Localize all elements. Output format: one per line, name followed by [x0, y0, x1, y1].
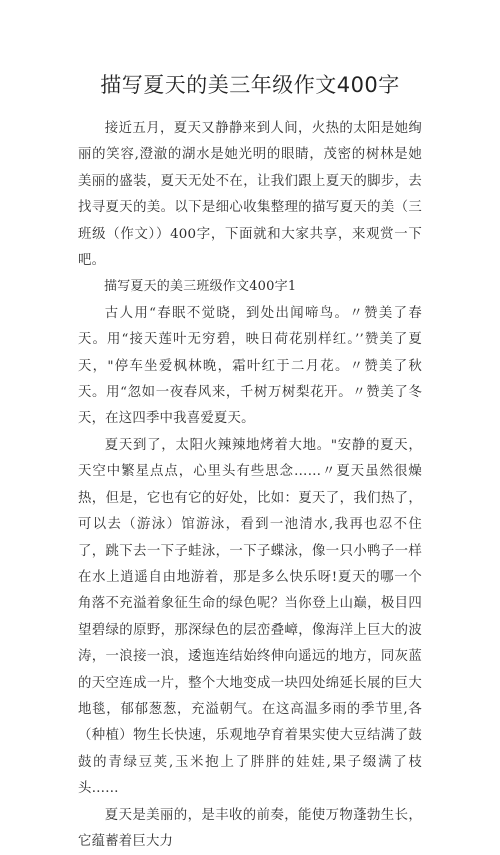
body-paragraph: 古人用“春眠不觉晓，到处出闻啼鸟。〃赞美了春天。用“接天莲叶无穷碧，映日荷花别样红。’’赞美了夏天，"停车坐爱枫林晚，霜叶红于二月花。〃赞美了秋天。用“忽如一夜春风来，千树万树梨花开。〃赞美了冬天，在这四季中我喜爱夏天。 — [78, 305, 422, 427]
body-paragraph: 夏天是美丽的，是丰收的前奏，能使万物蓬勃生长，它蕴蓄着巨大力 — [78, 807, 422, 849]
section-heading: 描写夏天的美三班级作文400字1 — [104, 279, 297, 295]
document-body — [78, 116, 422, 855]
document-title: 描写夏天的美三年级作文400字 — [100, 73, 400, 97]
body-paragraph: 夏天到了，太阳火辣辣地烤着大地。"安静的夏天，天空中繁星点点，心里头有些思念……〃夏天虽然很燥热，但是，它也有它的好处，比如：夏天了，我们热了，可以去（游泳）馆游泳，看到一池清水,我再也忍不住了，跳下去一下子蛙泳，一下子蝶泳，像一只小鸭子一样在水上逍遥自由地游着，那是多么快乐呀!夏天的哪一个角落不充溢着象征生命的绿色呢？当你登上山巅，极目四望碧绿的原野，那深绿色的层峦叠嶂，像海洋上巨大的波涛，一浪接一浪，逶迤连结始终伸向遥远的地方，同灰蓝的天空连成一片，整个大地变成一块四处绵延长展的巨大地毯，郁郁葱葱，充溢朝气。在这高温多雨的季节里,各（种植）物生长快速，乐观地孕育着果实使大豆结满了鼓鼓的青绿豆荚,玉米抱上了胖胖的娃娃,果子缀满了枝头…… — [78, 437, 422, 797]
intro-paragraph: 接近五月，夏天又静静来到人间，火热的太阳是她绚丽的笑容,澄澈的湖水是她光明的眼睛，茂密的树林是她美丽的盛装，夏天无处不在，让我们跟上夏天的脚步，去找寻夏天的美。以下是细心收集整理的描写夏天的美（三班级（作文））400字，下面就和大家共享，来观赏一下吧。 — [78, 121, 422, 269]
